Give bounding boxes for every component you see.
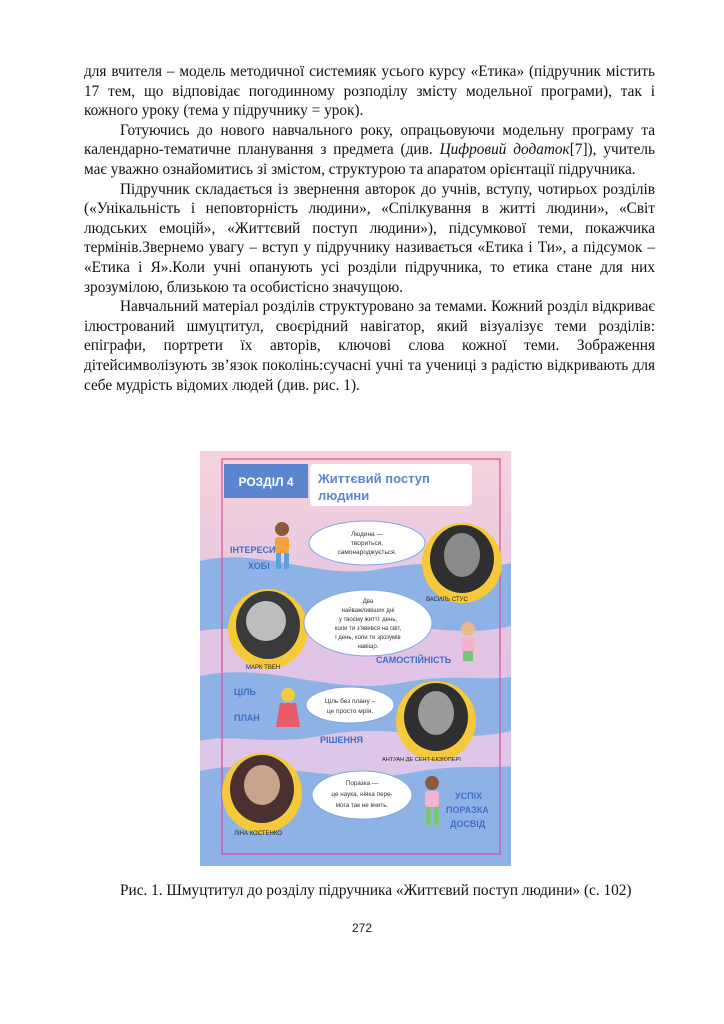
portrait-kostenko — [222, 753, 302, 833]
figure-section-title-page — [200, 451, 511, 866]
portrait-twain — [228, 589, 308, 669]
section-label: РОЗДІЛ 4 — [238, 475, 294, 489]
keyword-plan: ПЛАН — [234, 713, 260, 723]
quote-stus-line3: самонароджується. — [337, 549, 397, 556]
keyword-hobby: ХОБІ — [248, 561, 270, 571]
name-twain: МАРК ТВЕН — [246, 665, 281, 671]
quote-kostenko-line3: мога так не вчить. — [335, 802, 389, 809]
figure-illustration — [200, 451, 511, 866]
portrait-exupery — [396, 681, 476, 761]
keyword-interests: ІНТЕРЕСИ — [230, 545, 276, 555]
keyword-independence: САМОСТІЙНІСТЬ — [376, 655, 452, 665]
quote-exupery-line2: це просто мрія. — [326, 708, 374, 715]
body-text-top — [84, 62, 655, 395]
quote-twain-line1: Два — [362, 599, 374, 605]
child-figure-2 — [461, 622, 475, 661]
quote-twain-line4: коли ти з'явився на світ, — [334, 626, 402, 632]
paragraph-2 — [84, 121, 655, 180]
quote-stus-line2: твориться, — [350, 540, 384, 547]
paragraph-4: Навчальний матеріал розділів структуровано за темами. Кожний розділ відкриває ілюстрований шмуцтитул, своєрідний навігатор, який візуалізує теми розділів: епіграфи, портрети їх авторів, ключові слова кожної теми. Зображення дітейсимволізують зв’язок поколінь:сучасні учні та учениці з радістю відкривають для себе мудрість відомих людей (див. рис. 1). — [84, 298, 655, 394]
paragraph-3: Підручник складається із звернення авторок до учнів, вступу, чотирьох розділів («Унікальність і неповторність людини», «Спілкування в житті людини», «Світ людських емоцій», «Життєвий поступ людини»), підсумкової теми, покажчика термінів.Звернемо увагу – вступ у підручнику називається «Етика і Ти», а підсумок – «Етика і Я».Коли учні опанують усі розділи підручника, то етика стане для них зрозумілою, близькою та особистісно значущою. — [84, 180, 655, 296]
page-number: 272 — [351, 921, 373, 935]
keyword-goal: ЦІЛЬ — [234, 687, 256, 697]
quote-twain-line6: навіщо. — [357, 644, 379, 650]
keyword-defeat: ПОРАЗКА — [446, 805, 489, 815]
quote-kostenko-line1: Поразка — — [345, 780, 379, 787]
portrait-stus — [422, 523, 502, 603]
quote-twain-line5: і день, коли ти зрозумів — [335, 635, 401, 641]
paragraph-1: для вчителя – модель методичної системияк усього курсу «Етика» (підручник містить 17 тем, що відповідає погодинному розподілу змісту модельної програми), так і кожного уроку (тема у підручнику = урок). — [84, 63, 655, 120]
figure-caption: Рис. 1. Шмуцтитул до розділу підручника «Життєвий поступ людини» (с. 102) — [120, 882, 632, 900]
paragraph-2-part-a: Готуючись до нового навчального року, опрацьовуючи модельну програму та календарно-тематичне планування з предмета (див. — [84, 121, 655, 159]
name-exupery: АНТУАН ДЕ СЕНТ-ЕКЗЮПЕРІ — [382, 757, 461, 763]
digital-appendix-italic: Цифровий додаток — [439, 141, 570, 159]
name-kostenko: ЛІНА КОСТЕНКО — [234, 831, 282, 837]
section-title-line2: людини — [318, 488, 370, 503]
quote-bubble-exupery — [306, 687, 394, 723]
keyword-success: УСПІХ — [455, 791, 483, 801]
child-figure-1 — [275, 522, 289, 569]
section-title-line1: Життєвий поступ — [318, 471, 430, 486]
quote-twain-line2: найважливіших дні — [341, 608, 395, 614]
quote-kostenko-line2: це наука, ніяка пере- — [331, 791, 393, 798]
keyword-decision: РІШЕННЯ — [320, 735, 364, 745]
quote-twain-line3: у твоєму житті: день, — [338, 617, 398, 623]
quote-exupery-line1: Ціль без плану – — [324, 698, 376, 705]
paragraph-2-part-b: [7]), учитель має уважно ознайомитись зі змістом, структурою та апаратом орієнтації підручника. — [84, 141, 655, 178]
quote-stus-line1: Людина — — [351, 531, 383, 538]
keyword-experience: ДОСВІД — [450, 819, 486, 829]
name-stus: ВАСИЛЬ СТУС — [426, 597, 468, 603]
